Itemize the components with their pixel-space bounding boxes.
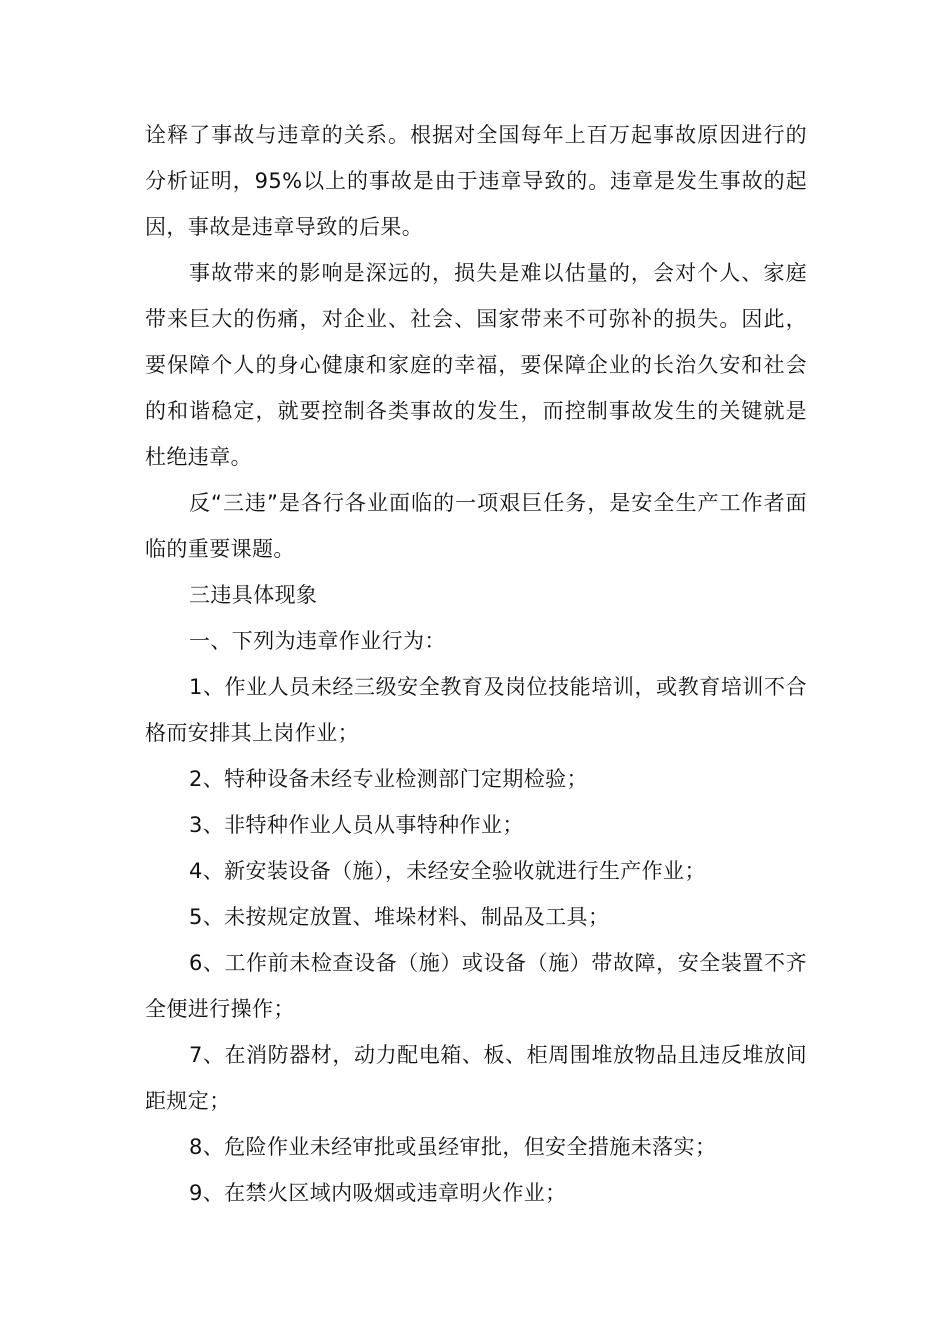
subsection-heading: 一、下列为违章作业行为： — [189, 629, 446, 653]
paragraph-anti-violation: 反“三违”是各行各业面临的一项艰巨任务，是安全生产工作者面临的重要课题。 — [145, 491, 807, 561]
list-item: 3、非特种作业人员从事特种作业； — [189, 813, 524, 837]
list-item: 2、特种设备未经专业检测部门定期检验； — [189, 767, 588, 791]
list-item: 4、新安装设备（施），未经安全验收就进行生产作业； — [189, 859, 706, 883]
list-item: 7、在消防器材，动力配电箱、板、柜周围堆放物品且违反堆放间距规定； — [145, 1043, 807, 1113]
list-item: 6、工作前未检查设备（施）或设备（施）带故障，安全装置不齐全便进行操作； — [145, 951, 807, 1021]
paragraph-impact: 事故带来的影响是深远的，损失是难以估量的，会对个人、家庭带来巨大的伤痛，对企业、社会、国家带来不可弥补的损失。因此，要保障个人的身心健康和家庭的幸福，要保障企业的长治久安和社会的和谐稳定，就要控制各类事故的发生，而控制事故发生的关键就是杜绝违章。 — [145, 261, 807, 469]
paragraph-continuation: 诠释了事故与违章的关系。根据对全国每年上百万起事故原因进行的分析证明，95%以上的事故是由于违章导致的。违章是发生事故的起因，事故是违章导致的后果。 — [145, 123, 807, 239]
list-item: 9、在禁火区域内吸烟或违章明火作业； — [189, 1181, 567, 1205]
document-body — [145, 112, 807, 1216]
section-heading: 三违具体现象 — [189, 583, 318, 607]
list-item: 1、作业人员未经三级安全教育及岗位技能培训，或教育培训不合格而安排其上岗作业； — [145, 675, 807, 745]
list-item: 5、未按规定放置、堆垛材料、制品及工具； — [189, 905, 610, 929]
list-item: 8、危险作业未经审批或虽经审批，但安全措施未落实； — [189, 1135, 717, 1159]
